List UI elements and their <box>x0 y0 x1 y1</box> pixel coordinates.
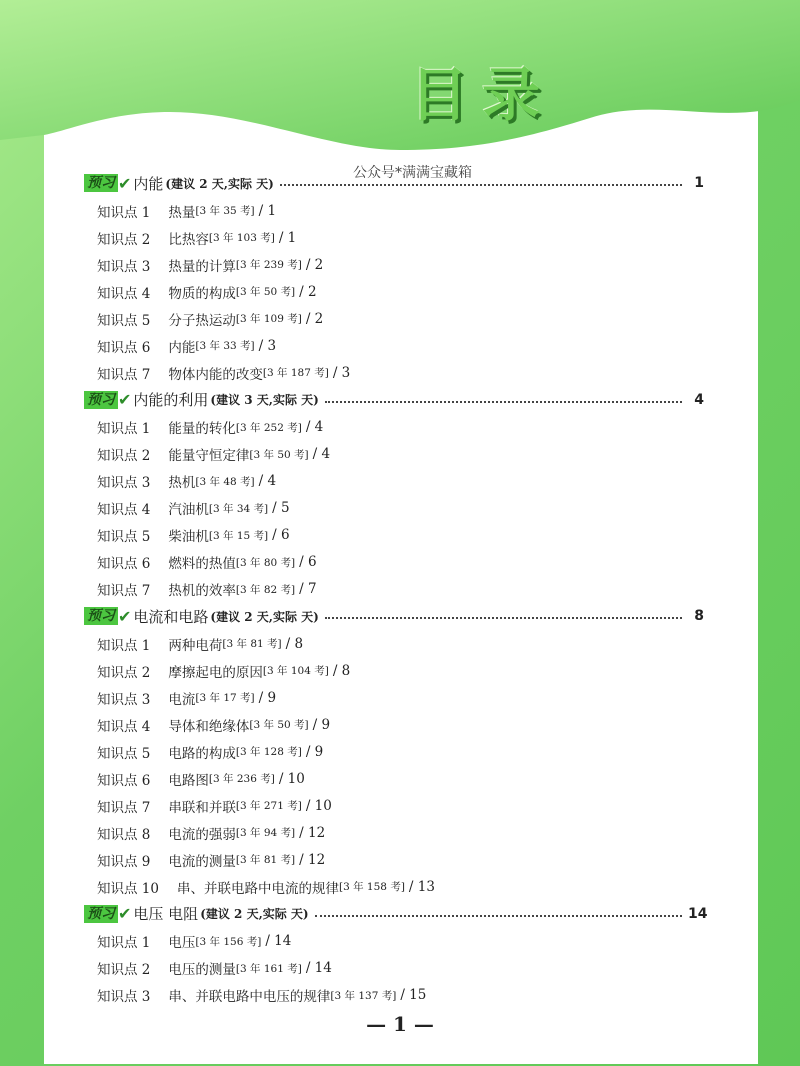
entry-page: / 14 <box>265 933 292 949</box>
entry-page: / 4 <box>312 446 331 462</box>
entry-title: 汽油机 <box>168 502 209 518</box>
entry-number: 知识点 5 <box>97 529 151 545</box>
toc-entry <box>97 687 276 709</box>
preview-badge: 预习 <box>84 391 118 409</box>
entry-number: 知识点 2 <box>97 448 151 464</box>
entry-page: / 15 <box>400 987 427 1003</box>
entry-exam-count: [3 年 158 考] <box>338 881 405 893</box>
entry-exam-count: [3 年 161 考] <box>235 962 302 975</box>
entry-title: 柴油机 <box>168 529 209 545</box>
entry-title: 物体内能的改变 <box>168 366 263 383</box>
entry-exam-count: [3 年 94 考] <box>235 827 296 839</box>
entry-page: / 2 <box>305 310 324 327</box>
entry-title: 电压 <box>168 935 196 951</box>
entry-number: 知识点 5 <box>97 745 151 762</box>
entry-exam-count: [3 年 50 考] <box>249 448 309 461</box>
toc-entry <box>97 443 330 465</box>
section-heading <box>84 388 704 412</box>
entry-page: / 13 <box>408 878 435 895</box>
entry-page: / 12 <box>299 851 326 868</box>
entry-exam-count: [3 年 271 考] <box>235 800 302 812</box>
section-heading <box>84 902 708 926</box>
toc-entry <box>97 200 276 222</box>
toc-entry <box>97 768 305 790</box>
entry-number: 知识点 3 <box>97 258 151 275</box>
section-title: 内能的利用 <box>133 391 209 409</box>
entry-page: / 3 <box>258 337 277 354</box>
entry-title: 热机 <box>168 475 196 491</box>
entry-page: / 5 <box>272 500 290 516</box>
entry-page: / 9 <box>258 689 277 706</box>
entry-page: / 9 <box>312 716 331 733</box>
entry-exam-count: [3 年 81 考] <box>222 638 282 650</box>
entry-number: 知识点 8 <box>97 826 151 843</box>
entry-exam-count: [3 年 156 考] <box>195 935 262 948</box>
toc-entry <box>97 254 323 276</box>
entry-number: 知识点 10 <box>97 880 159 897</box>
entry-page: / 6 <box>299 554 317 570</box>
entry-title: 热量 <box>168 204 196 221</box>
entry-title: 热机的效率 <box>168 583 236 599</box>
section-page: 4 <box>694 391 704 408</box>
entry-number: 知识点 2 <box>97 231 151 248</box>
entry-title: 比热容 <box>168 231 209 248</box>
toc-entry <box>97 930 291 952</box>
check-icon: ✔ <box>118 173 132 193</box>
dot-leader <box>325 401 682 403</box>
toc-entry <box>97 362 350 384</box>
entry-number: 知识点 4 <box>97 502 151 518</box>
entry-title: 分子热运动 <box>168 312 236 329</box>
dot-leader <box>315 915 682 917</box>
entry-exam-count: [3 年 239 考] <box>235 259 302 271</box>
entry-number: 知识点 1 <box>97 421 151 437</box>
toc-entry <box>97 660 350 682</box>
toc-entry <box>97 795 332 817</box>
toc-entry <box>97 849 325 871</box>
watermark-text: 公众号*满满宝藏箱 <box>353 165 472 181</box>
entry-page: / 7 <box>299 581 317 597</box>
entry-page: / 9 <box>305 743 324 760</box>
entry-exam-count: [3 年 82 考] <box>235 583 296 596</box>
entry-exam-count: [3 年 80 考] <box>235 556 296 569</box>
entry-exam-count: [3 年 33 考] <box>195 340 255 352</box>
entry-title: 电压的测量 <box>168 962 236 978</box>
entry-title: 电路图 <box>168 772 209 789</box>
entry-title: 燃料的热值 <box>168 556 236 572</box>
entry-page: / 14 <box>305 960 332 976</box>
entry-number: 知识点 5 <box>97 312 151 329</box>
check-icon: ✔ <box>118 904 132 923</box>
entry-page: / 8 <box>332 662 351 679</box>
preview-badge: 预习 <box>84 905 118 923</box>
entry-page: / 2 <box>305 256 324 273</box>
toc-entry <box>97 741 323 763</box>
dot-leader <box>325 617 682 619</box>
dot-leader <box>280 184 682 186</box>
section-page: 1 <box>694 175 704 191</box>
toc-entry <box>97 984 426 1006</box>
section-heading <box>84 171 704 195</box>
entry-number: 知识点 3 <box>97 989 151 1005</box>
entry-title: 电流的测量 <box>168 853 236 870</box>
entry-title: 能量的转化 <box>168 421 236 437</box>
toc-entry <box>97 308 323 330</box>
toc-entry <box>97 227 296 249</box>
entry-exam-count: [3 年 35 考] <box>195 205 255 217</box>
entry-title: 电路的构成 <box>168 745 236 762</box>
entry-exam-count: [3 年 48 考] <box>195 475 255 488</box>
entry-title: 串、并联电路中电压的规律 <box>168 989 331 1005</box>
toc-entry <box>97 281 317 303</box>
entry-exam-count: [3 年 128 考] <box>235 746 302 758</box>
entry-number: 知识点 6 <box>97 339 151 356</box>
entry-exam-count: [3 年 104 考] <box>262 665 329 677</box>
entry-number: 知识点 2 <box>97 664 151 681</box>
entry-page: / 2 <box>299 283 317 300</box>
section-note: (建议 2 天,实际 天) <box>200 907 309 921</box>
entry-page: / 1 <box>278 229 297 246</box>
check-icon: ✔ <box>118 606 132 626</box>
entry-exam-count: [3 年 34 考] <box>208 502 269 515</box>
entry-page: / 12 <box>299 824 326 841</box>
entry-exam-count: [3 年 137 考] <box>330 989 397 1002</box>
entry-exam-count: [3 年 17 考] <box>195 692 255 704</box>
entry-number: 知识点 2 <box>97 962 151 978</box>
toc-entry <box>97 957 332 979</box>
section-note: (建议 3 天,实际 天) <box>210 393 319 407</box>
entry-page: / 1 <box>258 202 277 219</box>
section-title: 内能 <box>133 174 164 193</box>
entry-page: / 10 <box>305 797 332 814</box>
entry-title: 物质的构成 <box>168 285 236 302</box>
section-page: 14 <box>688 905 708 922</box>
section-note: (建议 2 天,实际 天) <box>165 176 274 191</box>
entry-number: 知识点 1 <box>97 637 151 654</box>
entry-number: 知识点 1 <box>97 935 151 951</box>
entry-title: 电流的强弱 <box>168 826 236 843</box>
entry-number: 知识点 7 <box>97 583 151 599</box>
entry-page: / 4 <box>305 419 324 435</box>
entry-page: / 10 <box>278 770 305 787</box>
entry-number: 知识点 7 <box>97 366 151 383</box>
preview-badge: 预习 <box>84 174 118 192</box>
section-heading <box>84 604 704 628</box>
page-number: — 1 — <box>366 1012 434 1036</box>
section-title: 电流和电路 <box>133 607 209 626</box>
entry-number: 知识点 6 <box>97 556 151 572</box>
entry-title: 摩擦起电的原因 <box>168 664 263 681</box>
toc-entry <box>97 416 323 438</box>
entry-exam-count: [3 年 50 考] <box>249 719 309 731</box>
entry-number: 知识点 4 <box>97 285 151 302</box>
entry-page: / 3 <box>332 364 351 381</box>
entry-page: / 6 <box>272 527 290 543</box>
entry-title: 串、并联电路中电流的规律 <box>176 880 339 897</box>
entry-number: 知识点 3 <box>97 691 151 708</box>
entry-exam-count: [3 年 81 考] <box>235 854 296 866</box>
toc-entry <box>97 335 276 357</box>
entry-number: 知识点 9 <box>97 853 151 870</box>
entry-page: / 4 <box>258 473 277 489</box>
toc-entry <box>97 578 317 600</box>
preview-badge: 预习 <box>84 607 118 625</box>
section-title: 电压 电阻 <box>133 905 199 923</box>
section-page: 8 <box>694 608 704 624</box>
entry-title: 串联和并联 <box>168 799 236 816</box>
toc-entry <box>97 470 276 492</box>
entry-number: 知识点 7 <box>97 799 151 816</box>
entry-number: 知识点 3 <box>97 475 151 491</box>
entry-exam-count: [3 年 15 考] <box>208 529 269 542</box>
toc-entry <box>97 524 290 546</box>
entry-number: 知识点 4 <box>97 718 151 735</box>
toc-entry <box>97 633 303 655</box>
toc-entry <box>97 497 290 519</box>
entry-number: 知识点 1 <box>97 204 151 221</box>
check-icon: ✔ <box>118 390 132 409</box>
toc-entry <box>97 822 325 844</box>
entry-exam-count: [3 年 252 考] <box>235 421 302 434</box>
entry-title: 内能 <box>168 339 196 356</box>
entry-exam-count: [3 年 103 考] <box>208 232 275 244</box>
entry-title: 两种电荷 <box>168 637 223 654</box>
entry-title: 能量守恒定律 <box>168 448 250 464</box>
page-title: 目录 <box>410 61 555 129</box>
entry-number: 知识点 6 <box>97 772 151 789</box>
section-note: (建议 2 天,实际 天) <box>210 609 319 624</box>
entry-title: 热量的计算 <box>168 258 236 275</box>
entry-exam-count: [3 年 236 考] <box>208 773 275 785</box>
entry-title: 导体和绝缘体 <box>168 718 250 735</box>
toc-entry <box>97 876 435 898</box>
toc-entry <box>97 714 330 736</box>
entry-exam-count: [3 年 50 考] <box>235 286 296 298</box>
toc-entry <box>97 551 317 573</box>
entry-page: / 8 <box>285 635 304 652</box>
entry-exam-count: [3 年 187 考] <box>262 367 329 379</box>
entry-title: 电流 <box>168 691 196 708</box>
entry-exam-count: [3 年 109 考] <box>235 313 302 325</box>
